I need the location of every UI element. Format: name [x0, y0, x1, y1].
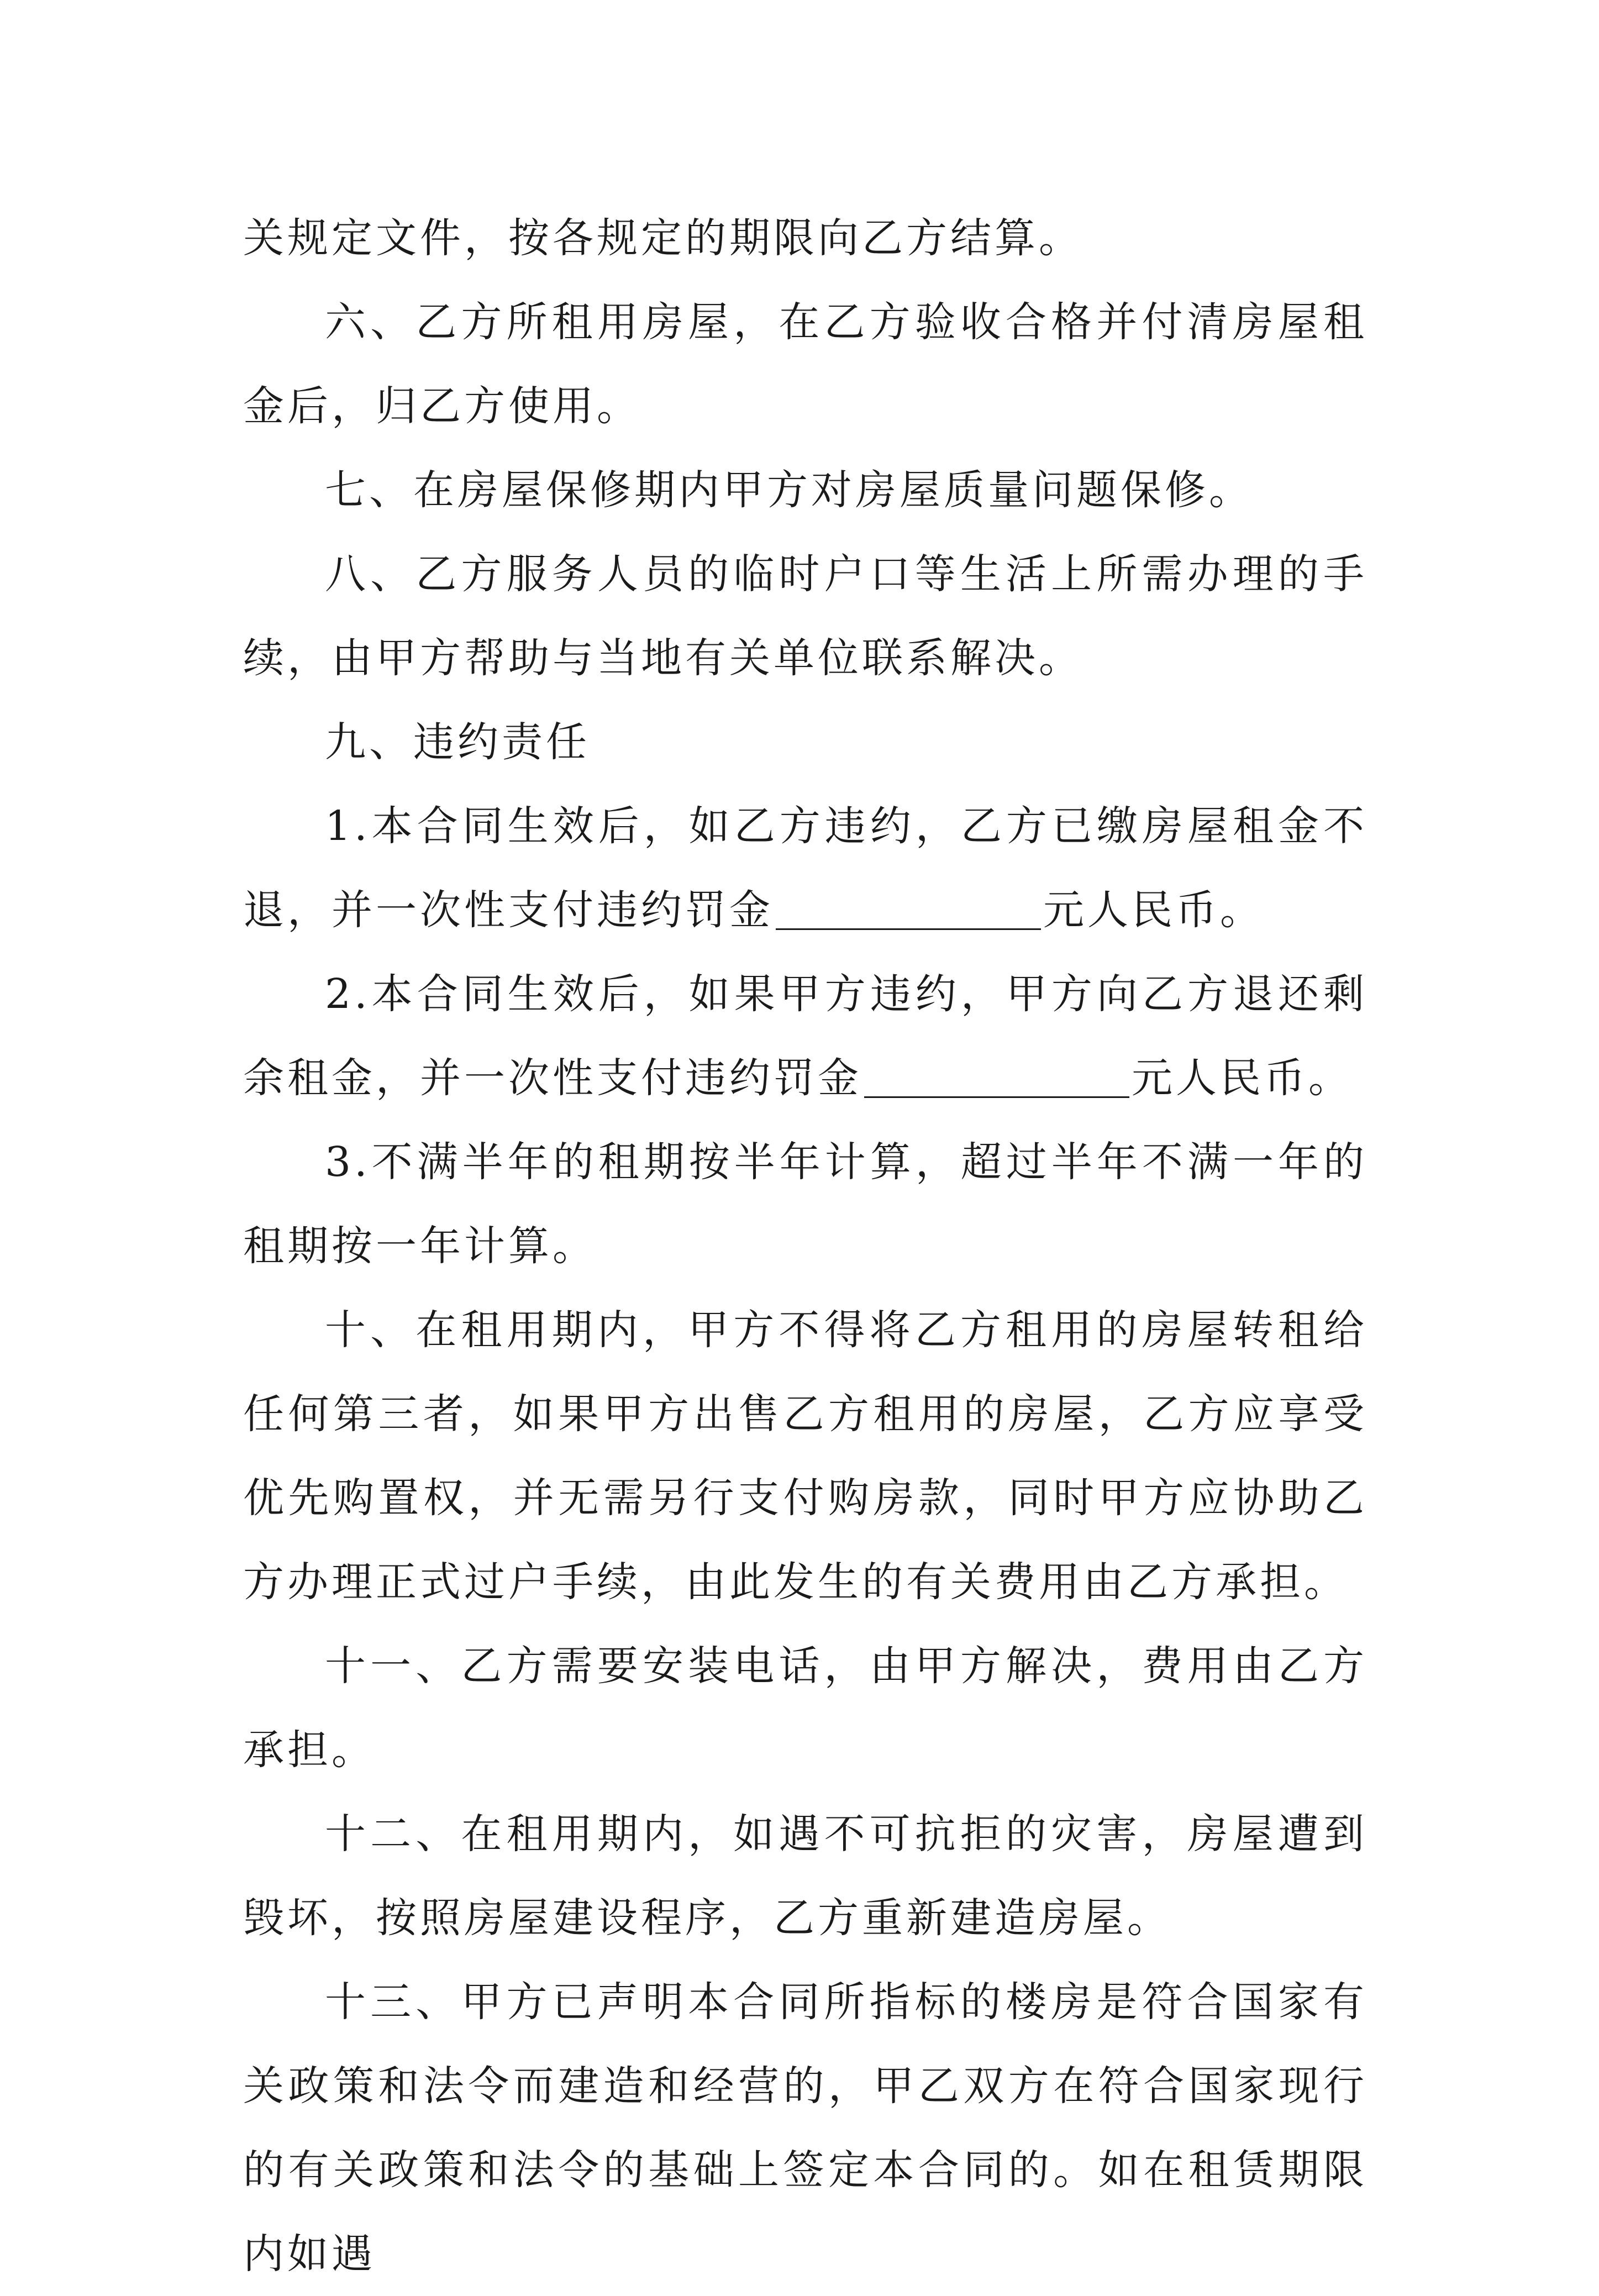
paragraph-clause-9-item-2 [243, 952, 1367, 1120]
penalty-amount-blank-2[interactable] [864, 1055, 1129, 1098]
paragraph-clause-8: 八、乙方服务人员的临时户口等生活上所需办理的手续，由甲方帮助与当地有关单位联系解决。 [243, 550, 1367, 682]
paragraph-clause-12: 十二、在租用期内，如遇不可抗拒的灾害，房屋遭到毁坏，按照房屋建设程序，乙方重新建造房屋。 [243, 1810, 1367, 1942]
clause-9-item-1-text: 1.本合同生效后，如乙方违约，乙方已缴房屋租金不退，并一次性支付违约罚金 [243, 802, 1367, 934]
paragraph-clause-13: 十三、甲方已声明本合同所指标的楼房是符合国家有关政策和法令而建造和经营的，甲乙双方在符合国家现行的有关政策和法令的基础上签定本合同的。如在租赁期限内如遇 [243, 1978, 1367, 2278]
paragraph-clause-10: 十、在租用期内，甲方不得将乙方租用的房屋转租给任何第三者，如果甲方出售乙方租用的房屋，乙方应享受优先购置权，并无需另行支付购房款，同时甲方应协助乙方办理正式过户手续，由此发生的有关费用由乙方承担。 [243, 1306, 1367, 1606]
clause-9-item-2-suffix: 元人民币。 [1132, 1054, 1353, 1102]
paragraph-clause-9-item-1 [243, 784, 1367, 952]
paragraph-settlement-continued: 关规定文件，按各规定的期限向乙方结算。 [243, 214, 1083, 262]
paragraph-clause-11: 十一、乙方需要安装电话，由甲方解决，费用由乙方承担。 [243, 1642, 1367, 1774]
paragraph-clause-7: 七、在房屋保修期内甲方对房屋质量问题保修。 [325, 466, 1253, 514]
paragraph-clause-9-item-3: 3.不满半年的租期按半年计算，超过半年不满一年的租期按一年计算。 [243, 1138, 1367, 1270]
contract-body [243, 196, 1367, 2296]
paragraph-clause-6: 六、乙方所租用房屋，在乙方验收合格并付清房屋租金后，归乙方使用。 [243, 298, 1367, 430]
clause-9-item-2-text: 2.本合同生效后，如果甲方违约，甲方向乙方退还剩余租金，并一次性支付违约罚金 [243, 970, 1367, 1102]
clause-9-item-1-suffix: 元人民币。 [1043, 886, 1264, 934]
paragraph-clause-9-heading: 九、违约责任 [325, 718, 590, 766]
penalty-amount-blank-1[interactable] [776, 887, 1041, 930]
